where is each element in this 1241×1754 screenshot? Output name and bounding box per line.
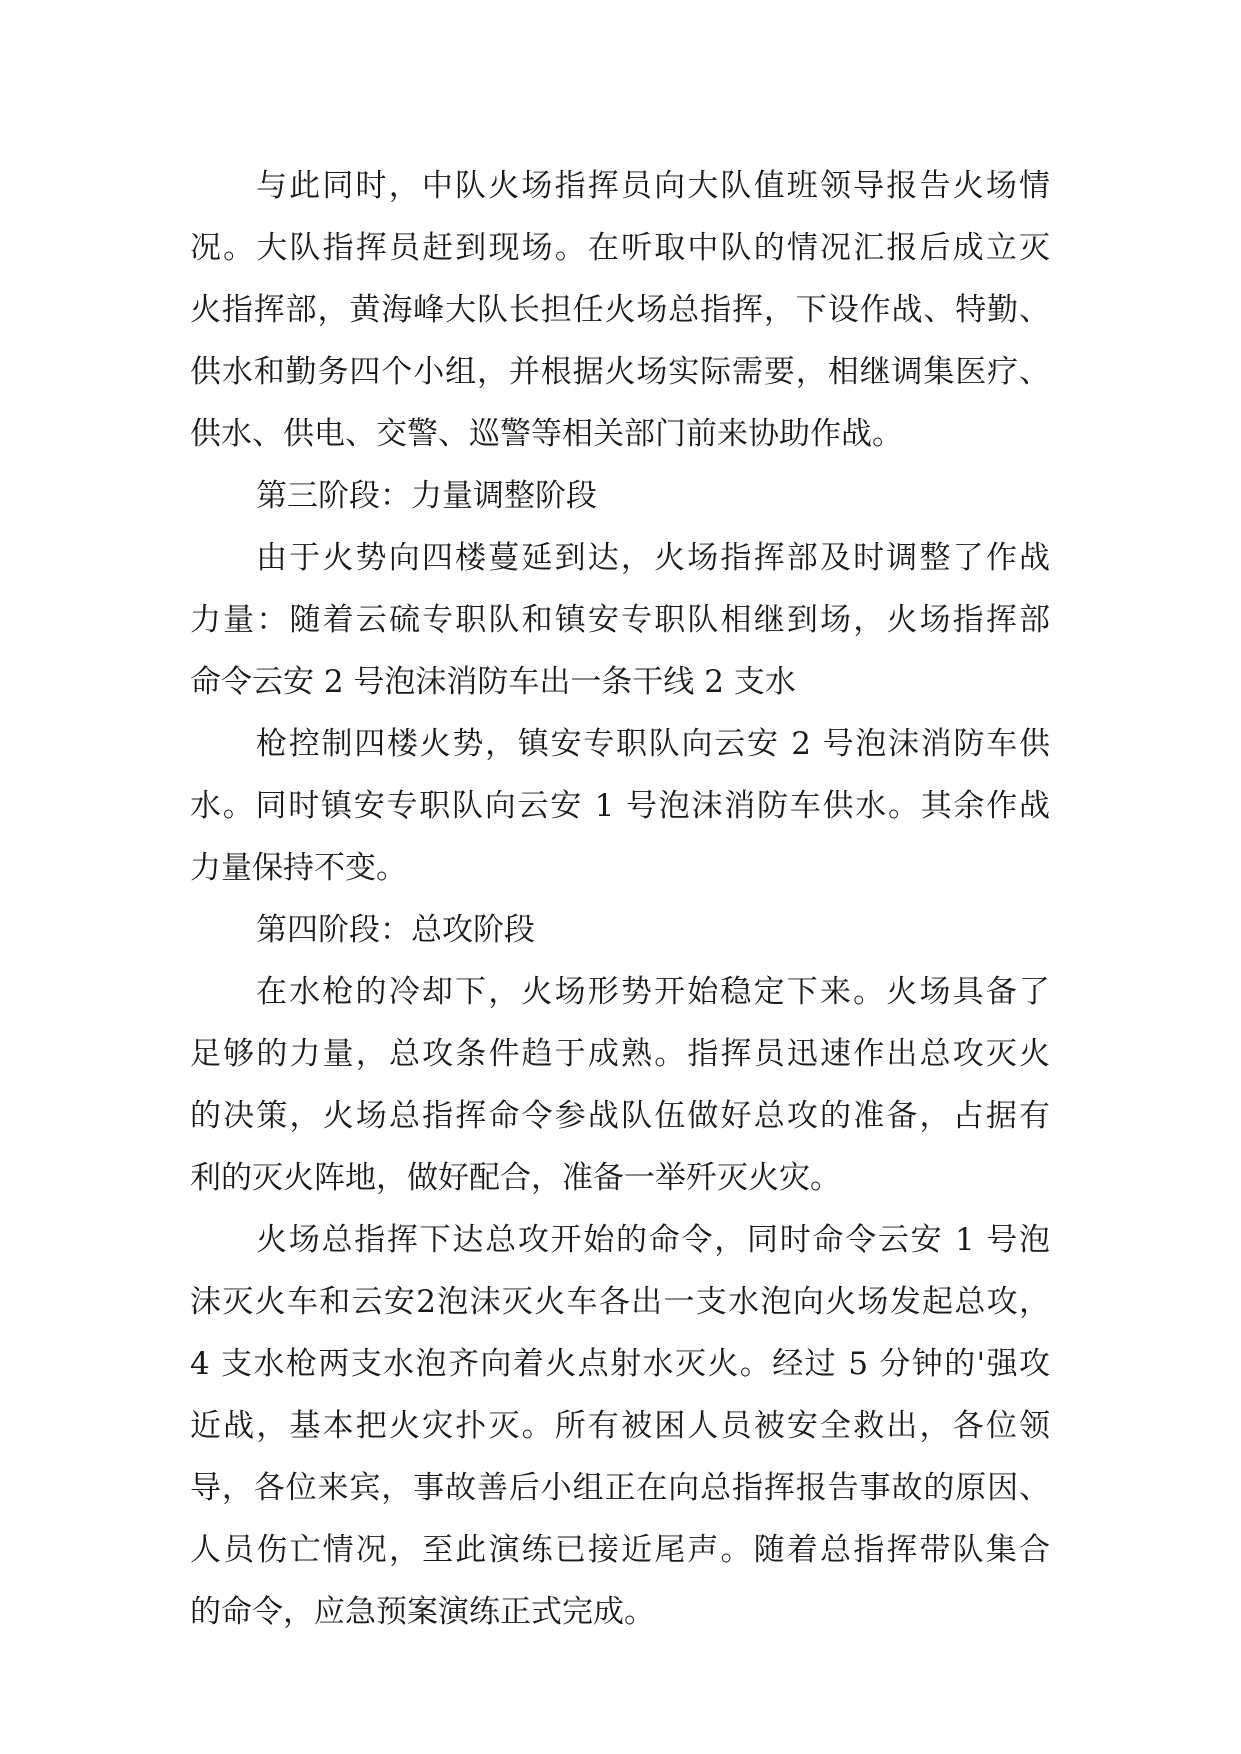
text-line: 火场总指挥下达总攻开始的命令，同时命令云安 1 号泡 [256,1222,1050,1258]
text-line: 4 支水枪两支水泡齐向着火点射水灭火。经过 5 分钟的'强攻 [190,1346,1050,1382]
text-line: 近战，基本把火灾扑灭。所有被困人员被安全救出，各位领 [190,1408,1050,1444]
text-line: 水。同时镇安专职队向云安 1 号泡沫消防车供水。其余作战 [190,788,1050,824]
text-line: 枪控制四楼火势，镇安专职队向云安 2 号泡沫消防车供 [256,726,1050,762]
text-line: 供水和勤务四个小组，并根据火场实际需要，相继调集医疗、 [190,354,1050,390]
text-line: 火指挥部，黄海峰大队长担任火场总指挥，下设作战、特勤、 [190,292,1050,328]
section-heading: 第四阶段：总攻阶段 [256,912,535,948]
text-line: 在水枪的冷却下，火场形势开始稳定下来。火场具备了 [256,974,1050,1010]
text-line: 利的灭火阵地，做好配合，准备一举歼灭火灾。 [190,1160,841,1196]
text-line: 与此同时，中队火场指挥员向大队值班领导报告火场情 [256,168,1050,204]
text-line: 由于火势向四楼蔓延到达，火场指挥部及时调整了作战 [256,540,1050,576]
text-line: 的命令，应急预案演练正式完成。 [190,1594,655,1630]
text-line: 命令云安 2 号泡沫消防车出一条干线 2 支水 [190,664,796,700]
text-line: 供水、供电、交警、巡警等相关部门前来协助作战。 [190,416,903,452]
text-line: 况。大队指挥员赶到现场。在听取中队的情况汇报后成立灭 [190,230,1050,266]
text-line: 沫灭火车和云安2泡沫灭火车各出一支水泡向火场发起总攻， [190,1284,1050,1320]
text-line: 足够的力量，总攻条件趋于成熟。指挥员迅速作出总攻灭火 [190,1036,1050,1072]
text-line: 力量：随着云硫专职队和镇安专职队相继到场，火场指挥部 [190,602,1050,638]
document-body [190,155,1050,1643]
section-heading: 第三阶段：力量调整阶段 [256,478,597,514]
text-line: 的决策，火场总指挥命令参战队伍做好总攻的准备，占据有 [190,1098,1050,1134]
text-line: 导，各位来宾，事故善后小组正在向总指挥报告事故的原因、 [190,1470,1050,1506]
text-line: 人员伤亡情况，至此演练已接近尾声。随着总指挥带队集合 [190,1532,1050,1568]
text-line: 力量保持不变。 [190,850,407,886]
